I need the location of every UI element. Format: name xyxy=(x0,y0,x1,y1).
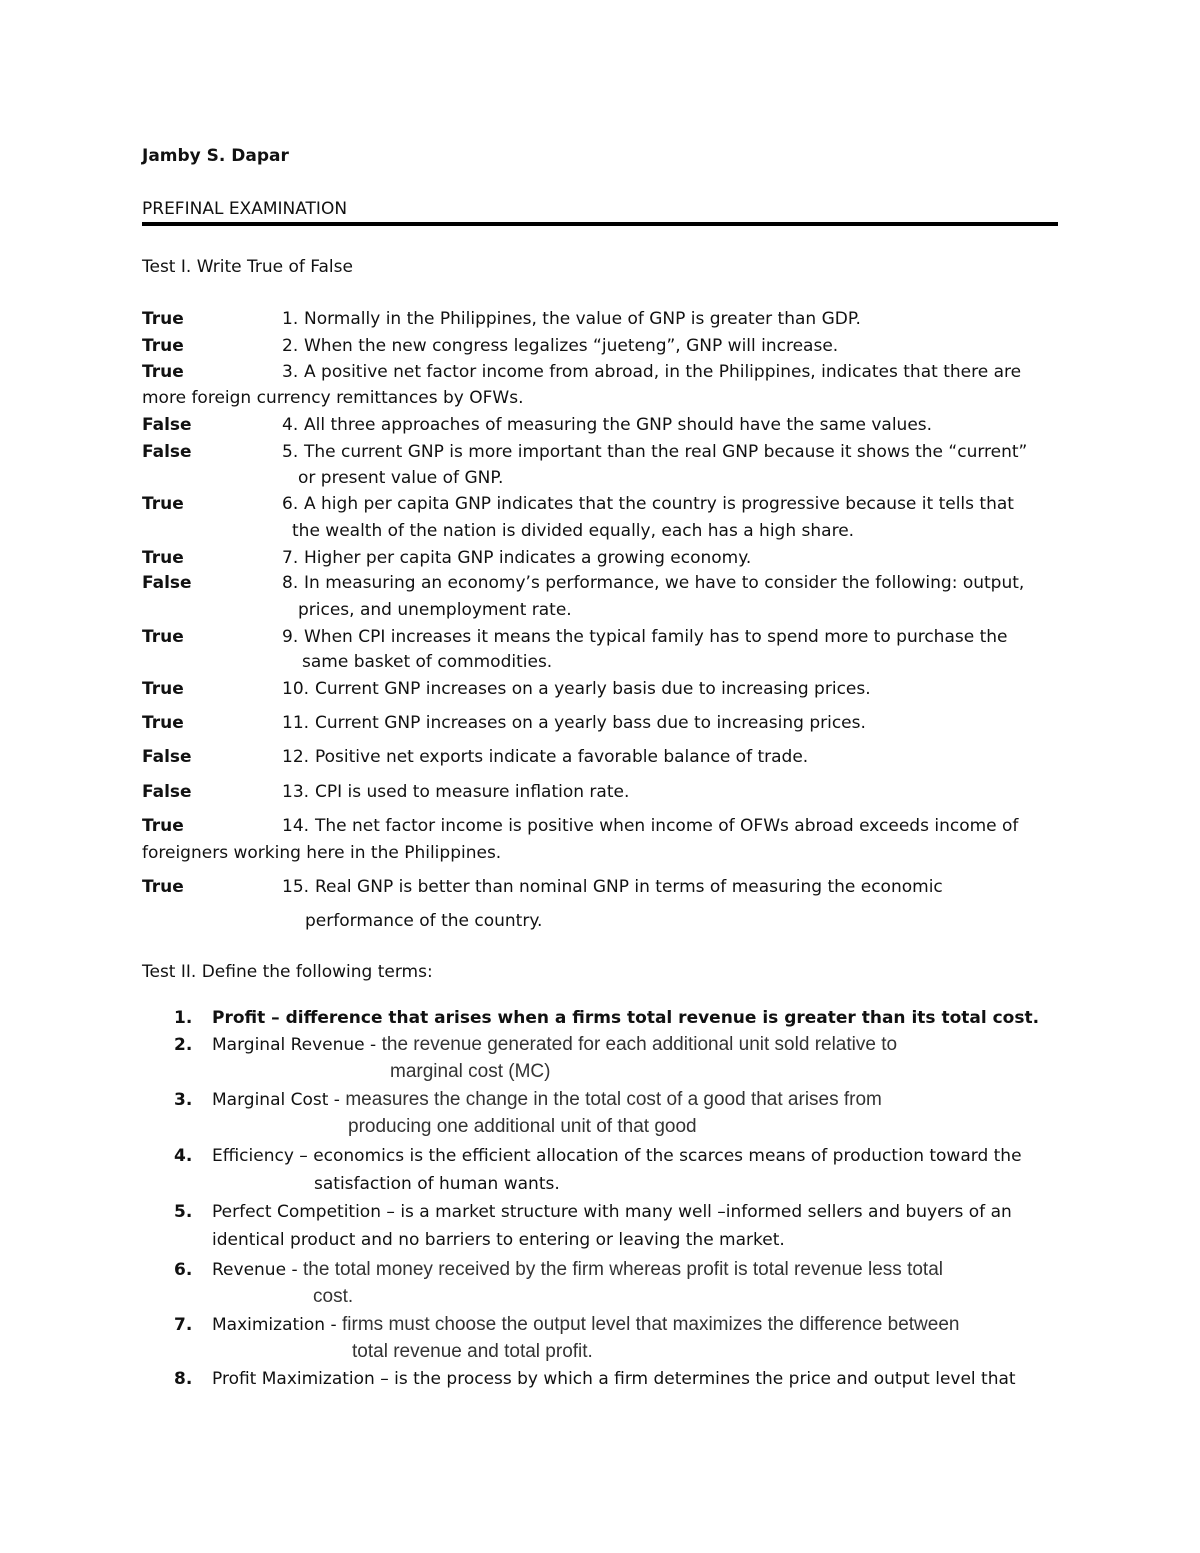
item-text-cont: the wealth of the nation is divided equally, each has a high share. xyxy=(292,521,855,541)
item-number: 5. xyxy=(174,1202,193,1222)
answer: True xyxy=(142,679,184,699)
item-text: The current GNP is more important than the real GNP because it shows the “current” xyxy=(304,442,1028,462)
test2-item-3 xyxy=(174,1089,882,1111)
separator: - xyxy=(364,1035,382,1055)
item-text-cont: foreigners working here in the Philippines. xyxy=(142,843,502,863)
test2-heading: Test II. Define the following terms: xyxy=(142,962,433,982)
item-text: CPI is used to measure inflation rate. xyxy=(315,782,630,802)
answer: False xyxy=(142,573,192,593)
definition: is the process by which a firm determines the price and output level that xyxy=(394,1369,1016,1389)
item-text: Real GNP is better than nominal GNP in terms of measuring the economic xyxy=(315,877,943,897)
item-number: 3. xyxy=(282,362,299,382)
definition: economics is the efficient allocation of the scarces means of production toward the xyxy=(313,1146,1022,1166)
separator: - xyxy=(325,1315,343,1335)
answer: True xyxy=(142,627,184,647)
item-number: 2. xyxy=(282,336,299,356)
item-number: 3. xyxy=(174,1090,193,1110)
definition: measures the change in the total cost of a good that arises from xyxy=(345,1089,882,1110)
definition: is a market structure with many well –informed sellers and buyers of an xyxy=(400,1202,1012,1222)
separator: – xyxy=(265,1008,286,1028)
item-text: When CPI increases it means the typical family has to spend more to purchase the xyxy=(304,627,1008,647)
item-number: 6. xyxy=(174,1260,193,1280)
item-number: 2. xyxy=(174,1035,193,1055)
test2-item-3-cont: producing one additional unit of that good xyxy=(348,1116,697,1137)
item-number: 14. xyxy=(282,816,310,836)
answer: True xyxy=(142,336,184,356)
test2-item-2 xyxy=(174,1034,897,1056)
answer: False xyxy=(142,415,192,435)
item-text: Normally in the Philippines, the value of GNP is greater than GDP. xyxy=(304,309,861,329)
item-number: 4. xyxy=(174,1146,193,1166)
student-name: Jamby S. Dapar xyxy=(142,146,289,166)
item-text: When the new congress legalizes “jueteng”, GNP will increase. xyxy=(304,336,839,356)
item-number: 7. xyxy=(282,548,299,568)
test2-item-5 xyxy=(174,1202,1012,1222)
item-number: 4. xyxy=(282,415,299,435)
item-text-cont: more foreign currency remittances by OFWs. xyxy=(142,388,524,408)
answer: True xyxy=(142,713,184,733)
answer: True xyxy=(142,494,184,514)
separator: - xyxy=(328,1090,346,1110)
item-text: Current GNP increases on a yearly basis due to increasing prices. xyxy=(315,679,871,699)
answer: False xyxy=(142,747,192,767)
test2-item-6-cont: cost. xyxy=(313,1286,354,1307)
exam-title: PREFINAL EXAMINATION xyxy=(142,199,348,219)
item-text: In measuring an economy’s performance, we have to consider the following: output, xyxy=(304,573,1025,593)
definition: difference that arises when a firms total revenue is greater than its total cost. xyxy=(285,1008,1040,1028)
item-number: 7. xyxy=(174,1315,193,1335)
answer: True xyxy=(142,362,184,382)
separator: - xyxy=(286,1260,303,1280)
item-number: 10. xyxy=(282,679,310,699)
test2-item-7-cont: total revenue and total profit. xyxy=(352,1341,593,1362)
term: Marginal Cost xyxy=(212,1090,329,1110)
item-text: A high per capita GNP indicates that the country is progressive because it tells that xyxy=(304,494,1014,514)
item-text: Current GNP increases on a yearly bass due to increasing prices. xyxy=(315,713,866,733)
term: Profit Maximization xyxy=(212,1369,375,1389)
answer: True xyxy=(142,309,184,329)
term: Marginal Revenue xyxy=(212,1035,365,1055)
item-number: 1. xyxy=(282,309,299,329)
answer: True xyxy=(142,548,184,568)
item-number: 8. xyxy=(282,573,299,593)
item-number: 5. xyxy=(282,442,299,462)
test2-item-5-cont: identical product and no barriers to entering or leaving the market. xyxy=(212,1230,785,1250)
test2-item-1 xyxy=(174,1008,1039,1028)
test1-heading: Test I. Write True of False xyxy=(142,257,353,277)
separator: – xyxy=(374,1369,395,1389)
title-rule xyxy=(142,222,1058,226)
test2-item-6 xyxy=(174,1259,943,1281)
answer: False xyxy=(142,782,192,802)
separator: – xyxy=(293,1146,314,1166)
item-text: Positive net exports indicate a favorable balance of trade. xyxy=(315,747,809,767)
test2-item-2-cont: marginal cost (MC) xyxy=(390,1061,551,1082)
item-number: 1. xyxy=(174,1008,193,1028)
answer: True xyxy=(142,816,184,836)
item-text-cont: performance of the country. xyxy=(305,911,543,931)
item-text: Higher per capita GNP indicates a growing economy. xyxy=(304,548,752,568)
term: Perfect Competition xyxy=(212,1202,381,1222)
separator: – xyxy=(381,1202,401,1222)
term: Profit xyxy=(212,1008,266,1028)
item-text: A positive net factor income from abroad, in the Philippines, indicates that there are xyxy=(304,362,1022,382)
item-text: All three approaches of measuring the GNP should have the same values. xyxy=(304,415,933,435)
test2-item-8 xyxy=(174,1369,1016,1389)
term: Maximization xyxy=(212,1315,326,1335)
definition: firms must choose the output level that maximizes the difference between xyxy=(342,1314,960,1335)
test2-item-4-cont: satisfaction of human wants. xyxy=(314,1174,560,1194)
term: Revenue xyxy=(212,1260,287,1280)
definition: the total money received by the firm whereas profit is total revenue less total xyxy=(303,1259,943,1280)
item-number: 13. xyxy=(282,782,310,802)
answer: False xyxy=(142,442,192,462)
term: Efficiency xyxy=(212,1146,294,1166)
answer: True xyxy=(142,877,184,897)
item-text-cont: same basket of commodities. xyxy=(302,652,553,672)
item-number: 8. xyxy=(174,1369,193,1389)
test2-item-7 xyxy=(174,1314,959,1336)
item-number: 15. xyxy=(282,877,310,897)
item-number: 9. xyxy=(282,627,299,647)
item-text-cont: or present value of GNP. xyxy=(298,468,504,488)
test2-item-4 xyxy=(174,1146,1022,1166)
item-number: 11. xyxy=(282,713,310,733)
item-text: The net factor income is positive when income of OFWs abroad exceeds income of xyxy=(315,816,1019,836)
item-number: 12. xyxy=(282,747,310,767)
item-text-cont: prices, and unemployment rate. xyxy=(298,600,572,620)
definition: the revenue generated for each additional unit sold relative to xyxy=(381,1034,898,1055)
item-number: 6. xyxy=(282,494,299,514)
